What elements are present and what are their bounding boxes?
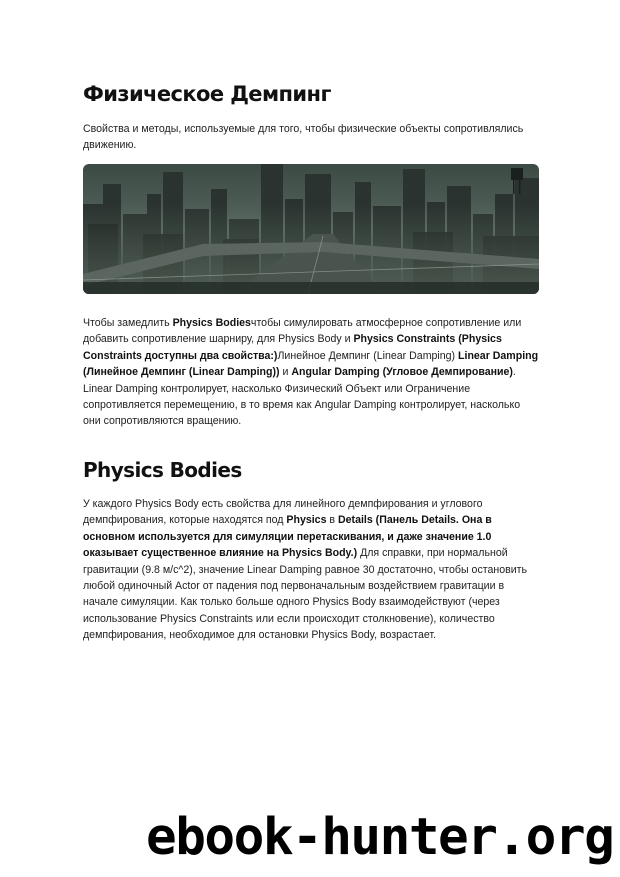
text-run: в [326,514,338,527]
text-run: и [279,366,292,379]
intro-paragraph: Свойства и методы, используемые для того, чтобы физические объекты сопротивлялись движению. [83,123,524,152]
text-run: . Linear Damping контролирует, насколько Физический Объект или Ограничение сопротивляется перемещению, в то время как Angular Damping контролирует, насколько они сопротивляются вращению. [83,366,521,428]
damping-paragraph [83,315,539,430]
hero-image [83,164,539,294]
bold-run: Angular Damping (Угловое Демпирование) [291,366,513,379]
bold-run: Details (Панель Details. Она в основном используется для симуляции перетаскивания, и даже значение 1.0 оказывает существенное влияние на Physics Body.) [83,514,492,560]
bold-run: Physics [286,514,327,527]
text-run: Линейное Демпинг (Linear Damping) [277,349,459,362]
page-title: Физическое Демпинг [83,82,331,106]
text-run: Чтобы замедлить [83,317,173,329]
city-scene-image [83,164,539,294]
physics-bodies-paragraph [83,496,539,644]
text-run: чтобы симулировать атмосферное сопротивление или добавить сопротивление шарниру, для Physics Body и [83,317,522,346]
bold-run: Linear Damping (Линейное Демпинг (Linear Damping)) [83,349,539,379]
bold-run: Physics Constraints (Physics Constraints доступны два свойства:) [83,333,502,362]
bold-run: Physics Bodies [172,317,251,329]
watermark: ebook-hunter.org [146,808,614,867]
text-run: У каждого Physics Body есть свойства для линейного демпфирования и углового демпфирования, которые находятся под [83,498,483,527]
text-run: Для справки, при нормальной гравитации (9.8 м/c^2), значение Linear Damping равное 30 достаточно, чтобы остановить любой одиночный Actor от падения под первоначальным воздействием гравитации в начале симуляции. Как только больше одного Physics Body взаимодействуют (через использование Physics Constraints или если происходит столкновение), количество демпфирования, необходимое для остановки Physics Body, возрастает. [83,547,528,642]
section-heading: Physics Bodies [83,458,242,482]
